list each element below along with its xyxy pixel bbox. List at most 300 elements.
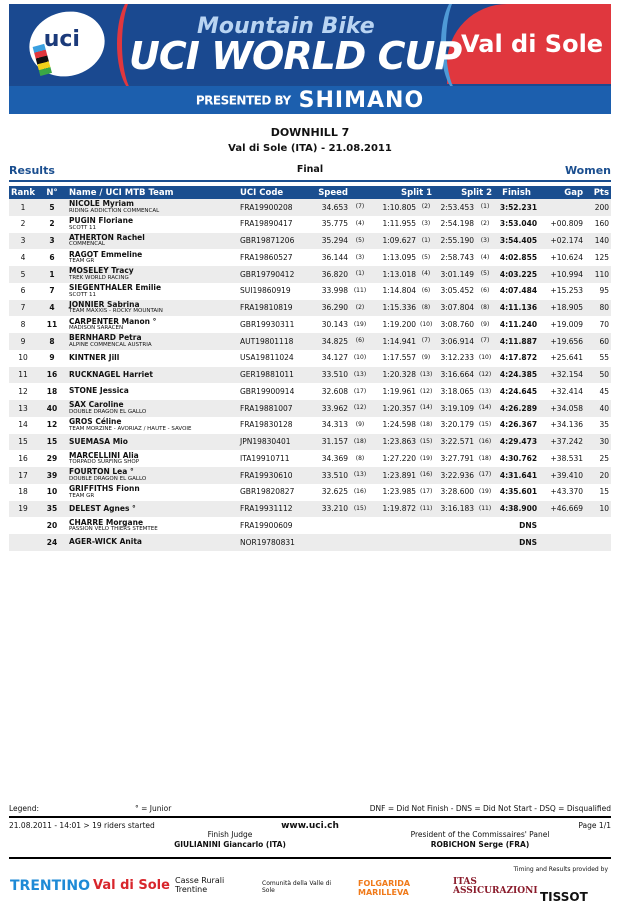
gap: +10.624	[550, 252, 584, 262]
finish-time: 4:11.136	[499, 303, 538, 313]
bib-number: 1	[49, 269, 55, 279]
speed: 35.775	[321, 219, 348, 229]
gap	[539, 534, 585, 551]
team-name: TORPADO SURFING SHOP	[69, 459, 140, 466]
president-role: President of the Commissaires' Panel	[410, 830, 550, 839]
speed: 36.290	[321, 303, 348, 313]
split1: 1:11.955	[382, 219, 417, 229]
table-row	[9, 316, 611, 333]
points: 30	[599, 437, 610, 447]
speed: 33.510	[321, 370, 348, 380]
split2-rank: (2)	[480, 220, 490, 228]
event-title: DOWNHILL 7	[270, 126, 350, 139]
gap: +43.370	[550, 487, 584, 497]
speed-rank: (10)	[353, 354, 367, 362]
split1: 1:20.328	[382, 370, 417, 380]
speed: 36.144	[321, 252, 348, 262]
uci-code: JPN19830401	[240, 437, 291, 447]
split2-rank: (10)	[478, 354, 492, 362]
split1-rank	[418, 534, 434, 551]
table-row	[9, 350, 611, 367]
table-row	[9, 383, 611, 400]
bib-number: 16	[46, 370, 58, 380]
rider-name: SUEMASA Mio	[69, 436, 128, 446]
split2: 2:53.453	[440, 202, 475, 212]
split2: 3:07.804	[440, 303, 475, 313]
points: 80	[599, 303, 610, 313]
team-name: MADISON SARACEN	[69, 325, 124, 332]
judge-role: Finish Judge	[207, 830, 253, 839]
col-split1: Split 1	[401, 187, 433, 198]
uci-code: ITA19910711	[240, 453, 290, 463]
finish-time: 4:26.367	[499, 420, 538, 430]
speed: 36.820	[321, 269, 348, 279]
table-row	[9, 417, 611, 434]
speed: 31.157	[321, 437, 348, 447]
split2-rank: (16)	[478, 437, 492, 445]
split1: 1:19.961	[382, 386, 417, 396]
finish-time: 3:52.231	[499, 202, 538, 212]
split1: 1:14.804	[382, 286, 417, 296]
split1: 1:13.018	[382, 269, 417, 279]
table-row	[9, 233, 611, 250]
split2: 3:22.936	[440, 470, 475, 480]
split1-rank: (6)	[421, 287, 431, 295]
table-row	[9, 249, 611, 266]
points: 45	[599, 386, 610, 396]
results-label: Results	[9, 164, 55, 177]
split2	[434, 517, 476, 534]
split2: 2:58.743	[440, 252, 475, 262]
team-name: TEAM MORZINE - AVORIAZ / HAUTE - SAVOIE	[69, 425, 192, 432]
col-rank: Rank	[11, 187, 35, 198]
speed: 32.625	[321, 487, 348, 497]
rider-name: CARPENTER Manon °	[69, 316, 157, 326]
folgarida-logo: FOLGARIDA MARILLEVA	[358, 879, 411, 897]
team-name: DOUBLE DRAGON EL GALLO	[69, 408, 147, 415]
gap: +00.809	[550, 219, 584, 229]
split2-rank: (9)	[480, 320, 490, 328]
speed-rank: (8)	[355, 454, 365, 462]
split1: 1:23.863	[382, 437, 417, 447]
rider-name: PUGIN Floriane	[69, 216, 134, 226]
split2-rank: (13)	[478, 387, 492, 395]
rank: 3	[20, 236, 26, 246]
split1-rank: (15)	[420, 437, 433, 445]
speed	[310, 517, 350, 534]
mountain-bike-text: Mountain Bike	[197, 14, 375, 39]
rider-name: DELEST Agnes °	[69, 503, 136, 513]
rider-name: MOSELEY Tracy	[69, 266, 134, 276]
split2: 3:01.149	[440, 269, 475, 279]
rider-name: AGER-WICK Anita	[69, 537, 142, 547]
col-finish: Finish	[502, 187, 531, 198]
rank: 7	[20, 303, 26, 313]
split2-rank: (14)	[478, 404, 492, 412]
speed: 32.608	[321, 386, 348, 396]
split2: 3:06.914	[440, 336, 475, 346]
rank: 1	[20, 202, 26, 212]
judge-name: GIULIANINI Giancarlo (ITA)	[174, 840, 286, 849]
bib-number: 9	[49, 353, 55, 363]
table-row	[9, 501, 611, 518]
table-header	[9, 186, 611, 199]
split1-rank: (17)	[420, 488, 433, 496]
uci-code: GBR19790412	[240, 269, 295, 279]
rank: 18	[18, 487, 28, 497]
split1	[370, 517, 418, 534]
split2-rank: (4)	[480, 253, 490, 261]
split1: 1:24.598	[382, 420, 417, 430]
uci-code: FRA19830128	[240, 420, 293, 430]
finish-time: 4:26.289	[499, 403, 538, 413]
rider-name: NICOLE Myriam	[69, 199, 134, 209]
split1-rank: (4)	[421, 270, 431, 278]
itas-logo: ITAS ASSICURAZIONI	[453, 877, 538, 896]
split1: 1:13.095	[382, 252, 417, 262]
rider-name: ATHERTON Rachel	[69, 232, 145, 242]
split1-rank: (1)	[421, 236, 431, 244]
speed-rank: (15)	[353, 504, 367, 512]
bib-number: 2	[49, 219, 55, 229]
shimano-logo: SHIMANO	[298, 88, 425, 113]
gap: +19.009	[550, 319, 584, 329]
speed: 30.143	[321, 319, 348, 329]
table-row	[9, 300, 611, 317]
split1: 1:27.220	[382, 453, 417, 463]
bib-number: 24	[46, 537, 58, 547]
points: 110	[594, 269, 610, 279]
rider-name: BERNHARD Petra	[69, 333, 142, 343]
team-name: TEAM MAXXIS - ROCKY MOUNTAIN	[69, 308, 163, 315]
table-row	[9, 534, 611, 551]
split1: 1:14.941	[382, 336, 417, 346]
finish-time: 4:17.872	[499, 353, 538, 363]
points: 35	[599, 420, 610, 430]
split2: 2:54.198	[440, 219, 475, 229]
split2-rank: (18)	[478, 454, 492, 462]
rider-name: JONNIER Sabrina	[69, 299, 140, 309]
split1-rank: (19)	[420, 454, 433, 462]
website-link[interactable]: www.uci.ch	[281, 821, 339, 831]
team-name: PASSION VELO THIERS STEMTEE	[69, 526, 158, 533]
uci-code: AUT19801118	[240, 336, 294, 346]
finish-time: 4:35.601	[499, 487, 538, 497]
uci-code: FRA19930610	[240, 470, 293, 480]
president-name: ROBICHON Serge (FRA)	[430, 840, 530, 849]
split2-rank: (17)	[478, 471, 492, 479]
finish-time: 4:07.484	[499, 286, 538, 296]
rank: 14	[18, 420, 28, 430]
split1	[370, 534, 418, 551]
uci-code: GBR19900914	[240, 386, 295, 396]
speed-rank: (5)	[355, 236, 365, 244]
speed: 35.294	[321, 236, 348, 246]
casse-rurali-logo: Casse Rurali Trentine	[175, 876, 225, 894]
bib-number: 11	[46, 319, 58, 329]
speed: 33.510	[321, 470, 348, 480]
split1: 1:19.872	[382, 504, 417, 514]
speed-rank: (3)	[355, 253, 365, 261]
split1-rank: (5)	[421, 253, 431, 261]
points: 20	[599, 470, 610, 480]
finish-time: 4:24.385	[499, 370, 538, 380]
gap: +32.414	[550, 386, 584, 396]
divider	[9, 857, 611, 859]
uci-code: USA19811024	[240, 353, 294, 363]
table-row	[9, 367, 611, 384]
finish-time: 4:11.887	[499, 336, 538, 346]
uci-code: GBR19930311	[240, 319, 295, 329]
rank: 16	[18, 453, 28, 463]
points: 60	[599, 336, 610, 346]
speed: 34.653	[321, 202, 348, 212]
bib-number: 40	[46, 403, 58, 413]
split2-rank: (19)	[478, 488, 492, 496]
table-row	[9, 484, 611, 501]
finish-time: 4:29.473	[499, 437, 538, 447]
points: 140	[594, 236, 610, 246]
speed: 34.313	[321, 420, 348, 430]
gap: +18.905	[550, 303, 584, 313]
team-name: COMMENCAL	[69, 241, 105, 248]
points: 95	[599, 286, 610, 296]
speed-rank: (19)	[353, 320, 367, 328]
speed: 33.210	[321, 504, 348, 514]
uci-code: FRA19900208	[240, 202, 293, 212]
team-name: TEAM GR	[69, 492, 95, 499]
split1-rank: (10)	[420, 320, 433, 328]
points: 55	[599, 353, 610, 363]
gap: +34.058	[550, 403, 584, 413]
bib-number: 7	[49, 286, 55, 296]
col-code: UCI Code	[240, 187, 284, 198]
finish-time: 3:53.040	[499, 219, 538, 229]
bib-number: 20	[46, 520, 58, 530]
speed: 34.369	[321, 453, 348, 463]
finish-time: 4:30.762	[499, 453, 538, 463]
points: 125	[594, 252, 610, 262]
col-number: N°	[46, 187, 58, 198]
table-row	[9, 333, 611, 350]
table-row	[9, 266, 611, 283]
split1: 1:20.357	[382, 403, 417, 413]
team-name: TEAM GR	[69, 258, 95, 265]
finish-time: DNS	[519, 520, 538, 530]
rider-name: SIEGENTHALER Emilie	[69, 283, 162, 293]
valdisole-logo: Val di Sole	[93, 878, 170, 893]
legend-abbrev: DNF = Did Not Finish - DNS = Did Not Start - DSQ = Disqualified	[369, 804, 611, 813]
split1-rank: (12)	[420, 387, 433, 395]
legend-junior: ° = Junior	[135, 804, 172, 813]
speed-rank: (4)	[355, 220, 365, 228]
category-label: Women	[564, 164, 611, 177]
table-row	[9, 434, 611, 451]
bib-number: 29	[46, 453, 58, 463]
points: 200	[594, 202, 610, 212]
presented-by: PRESENTED BY	[195, 93, 291, 108]
speed: 33.998	[321, 286, 348, 296]
points: 15	[599, 487, 610, 497]
split1-rank: (2)	[421, 203, 431, 211]
speed-rank: (6)	[355, 337, 365, 345]
split1: 1:10.805	[382, 202, 417, 212]
split2-rank	[476, 534, 494, 551]
speed-rank: (16)	[353, 488, 367, 496]
rank: 10	[18, 353, 28, 363]
team-name: ALPINE COMMENCAL AUSTRIA	[69, 341, 152, 348]
team-name: TREK WORLD RACING	[69, 274, 129, 281]
rank	[9, 534, 37, 551]
points: 40	[599, 403, 610, 413]
split2: 3:19.109	[440, 403, 475, 413]
rank: 15	[18, 437, 28, 447]
rider-name: FOURTON Lea °	[69, 467, 134, 477]
split2: 3:18.065	[440, 386, 475, 396]
split1: 1:19.200	[382, 319, 417, 329]
page-number: Page 1/1	[578, 821, 611, 830]
divider	[9, 180, 611, 182]
split2-rank: (7)	[480, 337, 490, 345]
rank: 12	[18, 386, 28, 396]
split2: 3:05.452	[440, 286, 475, 296]
speed-rank	[350, 534, 370, 551]
split2-rank: (11)	[478, 504, 492, 512]
col-speed: Speed	[318, 187, 349, 198]
finish-time: 4:02.855	[499, 252, 538, 262]
uci-code: SUI19860919	[240, 286, 291, 296]
table-row	[9, 467, 611, 484]
bib-number: 8	[49, 336, 55, 346]
team-name: DOUBLE DRAGON EL GALLO	[69, 475, 147, 482]
rider-name: RUCKNAGEL Harriet	[69, 369, 153, 379]
rank: 9	[20, 336, 26, 346]
gap: +46.669	[550, 504, 584, 514]
split2-rank	[476, 517, 494, 534]
rank: 11	[18, 370, 28, 380]
split2: 3:20.179	[440, 420, 475, 430]
event-banner	[9, 4, 611, 114]
speed-rank: (2)	[355, 303, 365, 311]
split1: 1:09.627	[382, 236, 417, 246]
bib-number: 6	[49, 252, 55, 262]
rank: 13	[18, 403, 28, 413]
rider-name: STONE Jessica	[69, 386, 129, 396]
col-gap: Gap	[564, 187, 584, 198]
rider-name: KINTNER Jill	[69, 352, 120, 362]
split2: 3:16.183	[440, 504, 475, 514]
col-name: Name / UCI MTB Team	[69, 187, 174, 198]
table-row	[9, 283, 611, 300]
split1-rank: (7)	[421, 337, 431, 345]
points	[585, 517, 611, 534]
split2-rank: (8)	[480, 303, 490, 311]
speed: 34.127	[321, 353, 348, 363]
split2-rank: (15)	[478, 421, 492, 429]
uci-code: GBR19871206	[240, 236, 295, 246]
uci-code: NOR19780831	[240, 537, 295, 547]
points: 70	[599, 319, 610, 329]
tissot-logo: TISSOT	[540, 890, 588, 904]
points	[585, 534, 611, 551]
rider-name: GROS Céline	[69, 417, 122, 427]
bib-number: 5	[49, 202, 55, 212]
speed-rank: (11)	[353, 287, 367, 295]
rank	[9, 517, 37, 534]
split2-rank: (12)	[478, 370, 492, 378]
speed-rank: (9)	[355, 421, 365, 429]
split1-rank: (13)	[420, 370, 433, 378]
split1: 1:23.985	[382, 487, 417, 497]
rider-name: RAGOT Emmeline	[69, 249, 143, 259]
speed-rank	[350, 517, 370, 534]
finish-time: 4:24.645	[499, 386, 538, 396]
finish-time: DNS	[519, 537, 538, 547]
split1-rank: (11)	[420, 504, 433, 512]
divider	[9, 816, 611, 818]
split1-rank: (18)	[420, 421, 433, 429]
uci-code: FRA19860527	[240, 252, 293, 262]
rank: 4	[20, 252, 26, 262]
table-row	[9, 216, 611, 233]
gap: +37.242	[550, 437, 584, 447]
bib-number: 15	[46, 437, 58, 447]
venue-text: Val di Sole	[461, 30, 604, 58]
bib-number: 3	[49, 236, 55, 246]
speed-rank: (13)	[353, 370, 367, 378]
rank: 17	[18, 470, 28, 480]
gap: +10.994	[550, 269, 584, 279]
team-name: RIDING ADDICTION COMMENCAL	[69, 207, 160, 214]
finish-time: 4:38.900	[499, 504, 538, 514]
split1: 1:23.891	[382, 470, 417, 480]
uci-code: FRA19931112	[240, 504, 293, 514]
speed: 33.962	[321, 403, 348, 413]
bib-number: 39	[46, 470, 58, 480]
speed-rank: (7)	[355, 203, 365, 211]
table-row	[9, 450, 611, 467]
uci-code: FRA19890417	[240, 219, 293, 229]
rank: 2	[20, 219, 26, 229]
team-name: SCOTT 11	[69, 224, 97, 231]
rank: 19	[18, 504, 28, 514]
split2-rank: (1)	[480, 203, 490, 211]
finish-time: 4:31.641	[499, 470, 538, 480]
split2: 2:55.190	[440, 236, 475, 246]
event-subtitle: Val di Sole (ITA) - 21.08.2011	[228, 143, 392, 154]
split2	[434, 534, 476, 551]
col-pts: Pts	[593, 187, 610, 198]
split2-rank: (3)	[480, 236, 490, 244]
points: 160	[594, 219, 610, 229]
points: 50	[599, 370, 610, 380]
split1-rank: (9)	[421, 354, 431, 362]
results-table	[9, 186, 611, 551]
gap	[539, 517, 585, 534]
comunita-logo: Comunità della Valle di Sole	[262, 880, 332, 894]
col-split2: Split 2	[461, 187, 493, 198]
bib-number: 10	[46, 487, 58, 497]
split2-rank: (6)	[480, 287, 490, 295]
start-info: 21.08.2011 - 14:01 > 19 riders started	[9, 821, 155, 830]
rank: 6	[20, 286, 26, 296]
gap: +32.154	[550, 370, 584, 380]
split2: 3:22.571	[440, 437, 475, 447]
gap: +15.253	[550, 286, 584, 296]
rider-name: MARCELLINI Alia	[69, 450, 139, 460]
speed: 34.825	[321, 336, 348, 346]
bib-number: 12	[46, 420, 58, 430]
